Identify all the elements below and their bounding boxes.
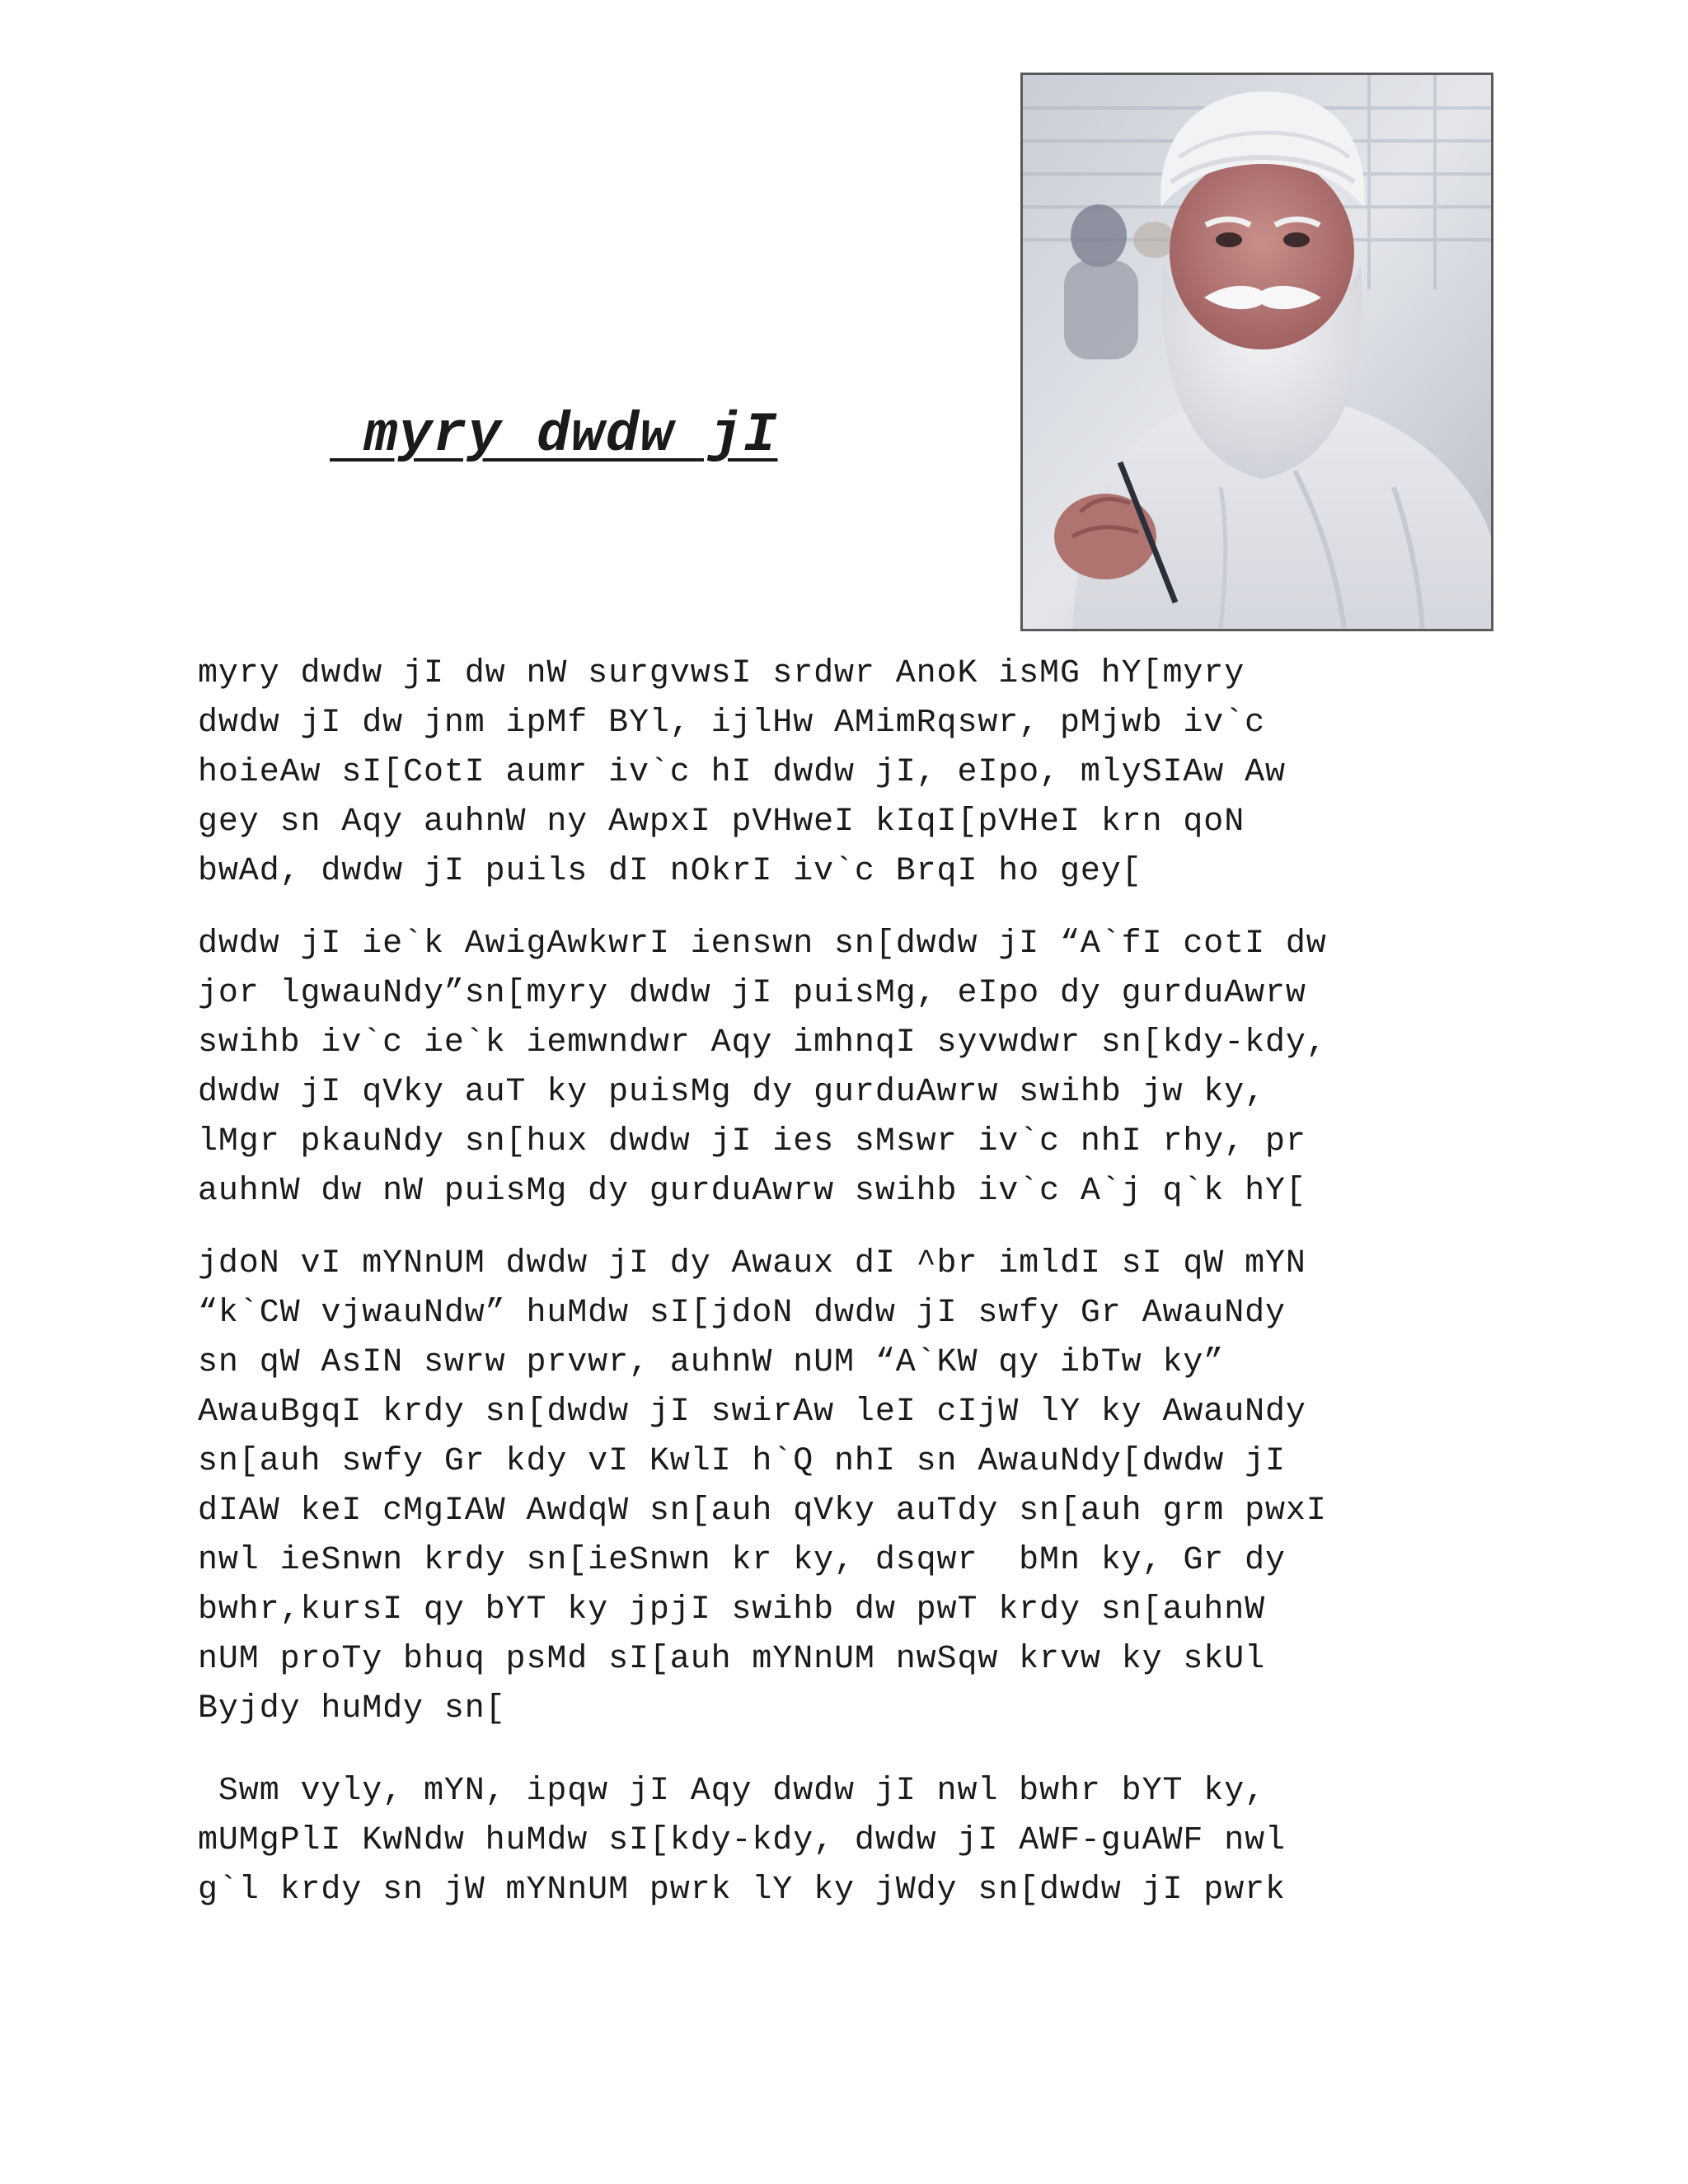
paragraph-2 (198, 920, 1500, 1216)
text-line: lMgr pkauNdy sn[hux dwdw jI ies sMswr iv`c nhI rhy, pr (198, 1123, 1306, 1160)
text-line: gey sn Aqy auhnW ny AwpxI pVHweI kIqI[pVHeI krn qoN (198, 804, 1245, 841)
text-line: dwdw jI qVky auT ky puisMg dy gurduAwrw swihb jw ky, (198, 1074, 1266, 1111)
text-line: nUM proTy bhuq psMd sI[auh mYNnUM nwSqw krvw ky skUl (198, 1641, 1266, 1678)
text-line: bwhr,kursI qy bYT ky jpjI swihb dw pwT krdy sn[auhnW (198, 1591, 1266, 1629)
text-line: hoieAw sI[CotI aumr iv`c hI dwdw jI, eIpo, mlySIAw Aw (198, 754, 1286, 791)
text-line: AwauBgqI krdy sn[dwdw jI swirAw leI cIjW lY ky AwauNdy (198, 1394, 1306, 1431)
text-line: “k`CW vjwauNdw” huMdw sI[jdoN dwdw jI swfy Gr AwauNdy (198, 1295, 1286, 1332)
text-line: nwl ieSnwn krdy sn[ieSnwn kr ky, dsqwr bMn ky, Gr dy (198, 1542, 1286, 1579)
text-line: jdoN vI mYNnUM dwdw jI dy Awaux dI ^br imldI sI qW mYN (198, 1245, 1306, 1282)
paragraph-3 (198, 1240, 1500, 1734)
text-line: jor lgwauNdy”sn[myry dwdw jI puisMg, eIpo dy gurduAwrw (198, 975, 1306, 1012)
text-line: Swm vyly, mYN, ipqw jI Aqy dwdw jI nwl bwhr bYT ky, (198, 1773, 1266, 1810)
text-line: g`l krdy sn jW mYNnUM pwrk lY ky jWdy sn[dwdw jI pwrk (198, 1872, 1286, 1909)
text-line: auhnW dw nW puisMg dy gurduAwrw swihb iv`c A`j q`k hY[ (198, 1173, 1306, 1210)
text-line: swihb iv`c ie`k iemwndwr Aqy imhnqI syvwdwr sn[kdy-kdy, (198, 1024, 1327, 1062)
text-line: dIAW keI cMgIAW AwdqW sn[auh qVky auTdy sn[auh grm pwxI (198, 1493, 1327, 1530)
body-text (198, 649, 1500, 1938)
portrait-photo-icon (1023, 75, 1491, 629)
document-title: myry dwdw jI (330, 404, 778, 467)
portrait-photo (1020, 73, 1493, 631)
text-line: dwdw jI dw jnm ipMf BYl, ijlHw AMimRqswr, pMjwb iv`c (198, 705, 1266, 742)
paragraph-4 (198, 1767, 1500, 1915)
text-line: myry dwdw jI dw nW surgvwsI srdwr AnoK isMG hY[myry (198, 655, 1245, 692)
text-line: sn qW AsIN swrw prvwr, auhnW nUM “A`KW qy ibTw ky” (198, 1344, 1225, 1381)
text-line: bwAd, dwdw jI puils dI nOkrI iv`c BrqI ho gey[ (198, 853, 1142, 890)
text-line: sn[auh swfy Gr kdy vI KwlI h`Q nhI sn AwauNdy[dwdw jI (198, 1443, 1286, 1480)
paragraph-1 (198, 649, 1500, 897)
text-line: Byjdy huMdy sn[ (198, 1690, 506, 1727)
text-line: dwdw jI ie`k AwigAwkwrI ienswn sn[dwdw jI “A`fI cotI dw (198, 926, 1327, 963)
text-line: mUMgPlI KwNdw huMdw sI[kdy-kdy, dwdw jI AWF-guAWF nwl (198, 1822, 1286, 1859)
